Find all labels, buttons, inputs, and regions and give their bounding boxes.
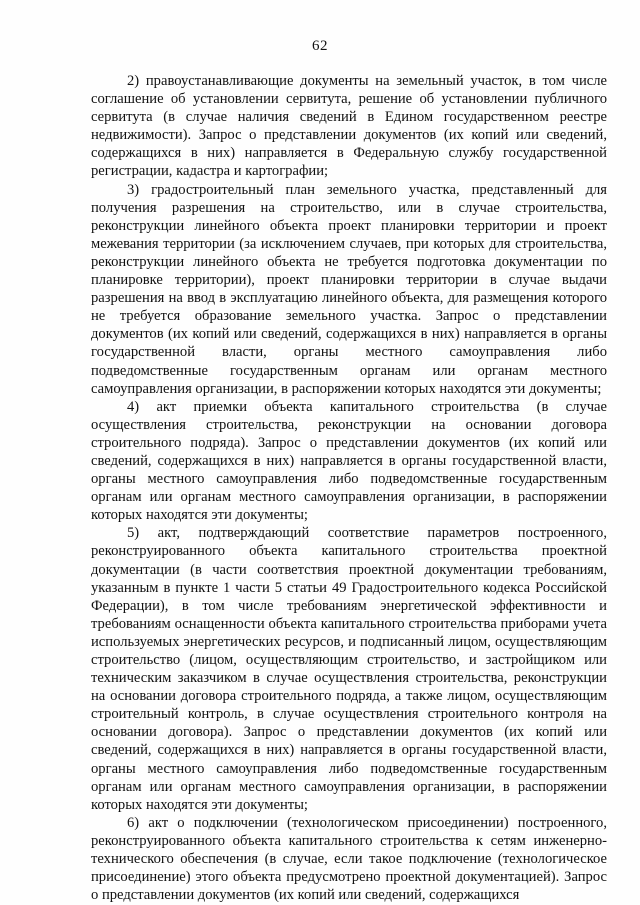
page-number: 62: [312, 38, 328, 54]
paragraph-3: 3) градостроительный план земельного участка, представленный для получения разрешения на строительство, или в случае строительства, реконструкции линейного объекта проект планировки территории и проект межевания территории (за исключением случаев, при которых для строительства, реконструкции линейного объекта не требуется подготовка документации по планировке территории), проект планировки территории в случае выдачи разрешения на ввод в эксплуатацию линейного объекта, для размещения которого не требуется образование земельного участка. Запрос о представлении документов (их копий или сведений, содержащихся в них) направляется в органы государственной власти, органы местного самоуправления либо подведомственные государственным органам или органам местного самоуправления организации, в распоряжении которых находятся эти документы;: [91, 181, 607, 397]
paragraph-4: 4) акт приемки объекта капитального строительства (в случае осуществления строительства, реконструкции на основании договора строительного подряда). Запрос о представлении документов (их копий или сведений, содержащихся в них) направляется в органы государственной власти, органы местного самоуправления либо подведомственные государственным органам или органам местного самоуправления организации, в распоряжении которых находятся эти документы;: [91, 398, 607, 524]
paragraph-5: 5) акт, подтверждающий соответствие параметров построенного, реконструированного объекта капитального строительства проектной документации (в части соответствия проектной документации требованиям, указанным в пункте 1 части 5 статьи 49 Градостроительного кодекса Российской Федерации), в том числе требованиям энергетической эффективности и требованиям оснащенности объекта капитального строительства приборами учета используемых энергетических ресурсов, и подписанный лицом, осуществляющим строительство (лицом, осуществляющим строительство, и застройщиком или техническим заказчиком в случае осуществления строительства, реконструкции на основании договора строительного подряда, а также лицом, осуществляющим строительный контроль, в случае осуществления строительного контроля на основании договора). Запрос о представлении документов (их копий или сведений, содержащихся в них) направляется в органы государственной власти, органы местного самоуправления либо подведомственные государственным органам или органам местного самоуправления организации, в распоряжении которых находятся эти документы;: [91, 525, 607, 813]
document-body: [91, 72, 607, 904]
paragraph-6: 6) акт о подключении (технологическом присоединении) построенного, реконструированного объекта капитального строительства к сетям инженерно-технического обеспечения (в случае, если такое подключение (технологическое присоединение) этого объекта предусмотрено проектной документацией). Запрос о представлении документов (их копий или сведений, содержащихся: [91, 814, 607, 904]
paragraph-2: 2) правоустанавливающие документы на земельный участок, в том числе соглашение об установлении сервитута, решение об установлении публичного сервитута (в случае наличия сведений в Едином государственном реестре недвижимости). Запрос о представлении документов (их копий или сведений, содержащихся в них) направляется в Федеральную службу государственной регистрации, кадастра и картографии;: [91, 73, 607, 180]
